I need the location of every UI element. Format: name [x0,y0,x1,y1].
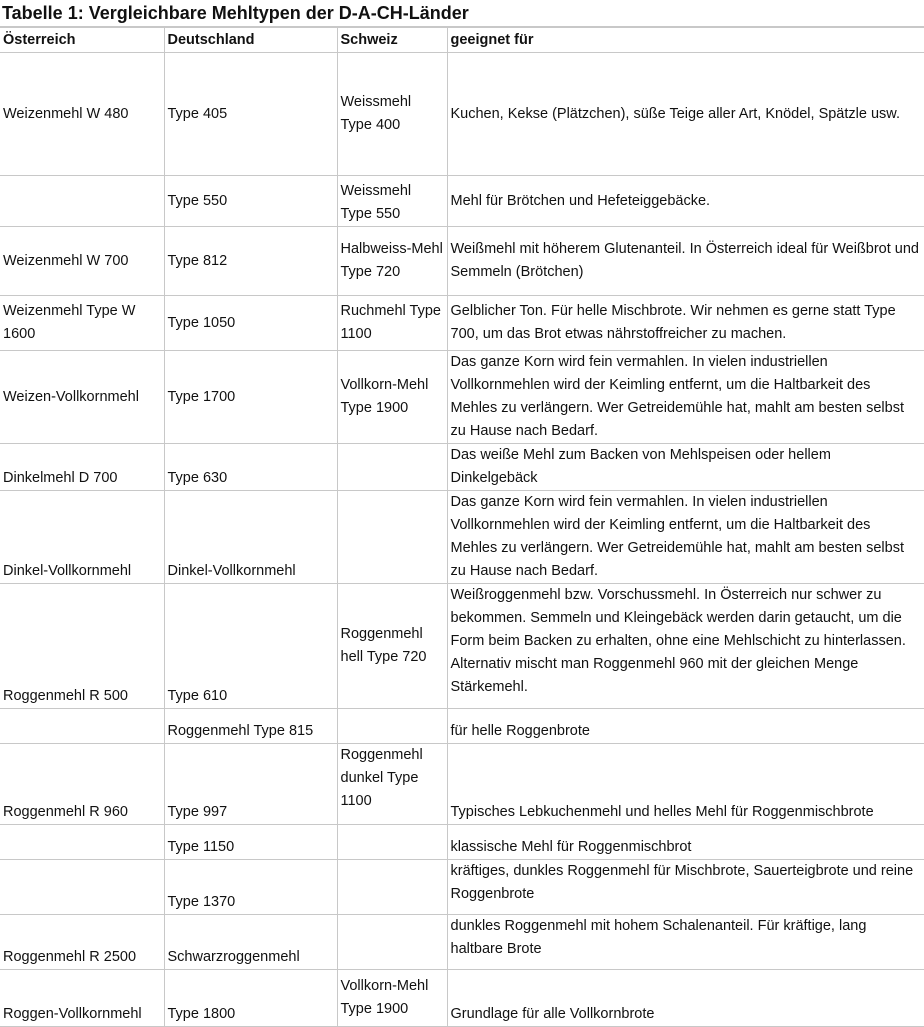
cell-geeignet: klassische Mehl für Roggenmischbrot [447,825,924,860]
cell-deutschland: Type 812 [164,227,337,296]
table-row [0,825,924,860]
cell-geeignet: Kuchen, Kekse (Plätzchen), süße Teige aller Art, Knödel, Spätzle usw. [447,53,924,176]
cell-geeignet: Das weiße Mehl zum Backen von Mehlspeisen oder hellem Dinkelgebäck [447,444,924,491]
header-schweiz: Schweiz [337,28,447,53]
table-row [0,444,924,491]
cell-deutschland: Type 610 [164,584,337,709]
cell-deutschland: Roggenmehl Type 815 [164,709,337,744]
cell-schweiz: Weissmehl Type 400 [337,53,447,176]
cell-oesterreich [0,709,164,744]
cell-oesterreich: Roggenmehl R 500 [0,584,164,709]
cell-geeignet: Weißroggenmehl bzw. Vorschussmehl. In Österreich nur schwer zu bekommen. Semmeln und Kleingebäck werden darin getaucht, um die Form beim Backen zu erhalten, ohne eine Mehlschicht zu hinterlassen. Alternativ mischt man Roggenmehl 960 mit der gleichen Menge Stärkemehl. [447,584,924,709]
cell-oesterreich [0,825,164,860]
table-row [0,744,924,825]
cell-schweiz [337,860,447,915]
cell-deutschland: Type 1150 [164,825,337,860]
cell-deutschland: Type 405 [164,53,337,176]
cell-schweiz: Vollkorn-Mehl Type 1900 [337,351,447,444]
cell-geeignet: Das ganze Korn wird fein vermahlen. In vielen industriellen Vollkornmehlen wird der Keimling entfernt, um die Haltbarkeit des Mehles zu verlängern. Wer Getreidemühle hat, mahlt am besten selbst zu Hause nach Bedarf. [447,491,924,584]
cell-oesterreich: Dinkel-Vollkornmehl [0,491,164,584]
cell-schweiz: Halbweiss-Mehl Type 720 [337,227,447,296]
cell-oesterreich [0,176,164,227]
table-row [0,176,924,227]
cell-oesterreich: Roggenmehl R 960 [0,744,164,825]
cell-geeignet: Typisches Lebkuchenmehl und helles Mehl für Roggenmischbrote [447,744,924,825]
cell-deutschland: Type 550 [164,176,337,227]
cell-schweiz: Weissmehl Type 550 [337,176,447,227]
cell-geeignet: für helle Roggenbrote [447,709,924,744]
cell-deutschland: Type 630 [164,444,337,491]
cell-schweiz [337,825,447,860]
flour-comparison-table [0,27,924,1027]
cell-oesterreich: Weizenmehl W 700 [0,227,164,296]
cell-deutschland: Type 997 [164,744,337,825]
table-row [0,351,924,444]
cell-schweiz: Ruchmehl Type 1100 [337,296,447,351]
cell-schweiz: Vollkorn-Mehl Type 1900 [337,970,447,1027]
cell-schweiz [337,491,447,584]
header-deutschland: Deutschland [164,28,337,53]
cell-schweiz [337,915,447,970]
cell-geeignet: Mehl für Brötchen und Hefeteiggebäcke. [447,176,924,227]
cell-schweiz [337,444,447,491]
table-row [0,53,924,176]
header-geeignet-fuer: geeignet für [447,28,924,53]
header-oesterreich: Österreich [0,28,164,53]
cell-oesterreich: Dinkelmehl D 700 [0,444,164,491]
cell-deutschland: Schwarzroggenmehl [164,915,337,970]
table-row [0,860,924,915]
table-row [0,915,924,970]
cell-schweiz: Roggenmehl hell Type 720 [337,584,447,709]
cell-oesterreich [0,860,164,915]
cell-geeignet: Weißmehl mit höherem Glutenanteil. In Österreich ideal für Weißbrot und Semmeln (Brötchen) [447,227,924,296]
cell-schweiz [337,709,447,744]
cell-geeignet: Gelblicher Ton. Für helle Mischbrote. Wir nehmen es gerne statt Type 700, um das Brot etwas nährstoffreicher zu machen. [447,296,924,351]
cell-oesterreich: Weizenmehl W 480 [0,53,164,176]
cell-oesterreich: Weizenmehl Type W 1600 [0,296,164,351]
header-row [0,28,924,53]
table-title: Tabelle 1: Vergleichbare Mehltypen der D-A-CH-Länder [0,0,924,27]
table-row [0,709,924,744]
cell-geeignet: kräftiges, dunkles Roggenmehl für Mischbrote, Sauerteigbrote und reine Roggenbrote [447,860,924,915]
table-row [0,227,924,296]
cell-geeignet: Grundlage für alle Vollkornbrote [447,970,924,1027]
cell-deutschland: Type 1700 [164,351,337,444]
table-row [0,970,924,1027]
cell-geeignet: dunkles Roggenmehl mit hohem Schalenanteil. Für kräftige, lang haltbare Brote [447,915,924,970]
cell-oesterreich: Roggenmehl R 2500 [0,915,164,970]
cell-deutschland: Type 1050 [164,296,337,351]
table-row [0,491,924,584]
table-row [0,584,924,709]
cell-geeignet: Das ganze Korn wird fein vermahlen. In vielen industriellen Vollkornmehlen wird der Keimling entfernt, um die Haltbarkeit des Mehles zu verlängern. Wer Getreidemühle hat, mahlt am besten selbst zu Hause nach Bedarf. [447,351,924,444]
cell-oesterreich: Weizen-Vollkornmehl [0,351,164,444]
cell-deutschland: Type 1370 [164,860,337,915]
cell-deutschland: Dinkel-Vollkornmehl [164,491,337,584]
cell-deutschland: Type 1800 [164,970,337,1027]
cell-oesterreich: Roggen-Vollkornmehl [0,970,164,1027]
cell-schweiz: Roggenmehl dunkel Type 1100 [337,744,447,825]
table-row [0,296,924,351]
